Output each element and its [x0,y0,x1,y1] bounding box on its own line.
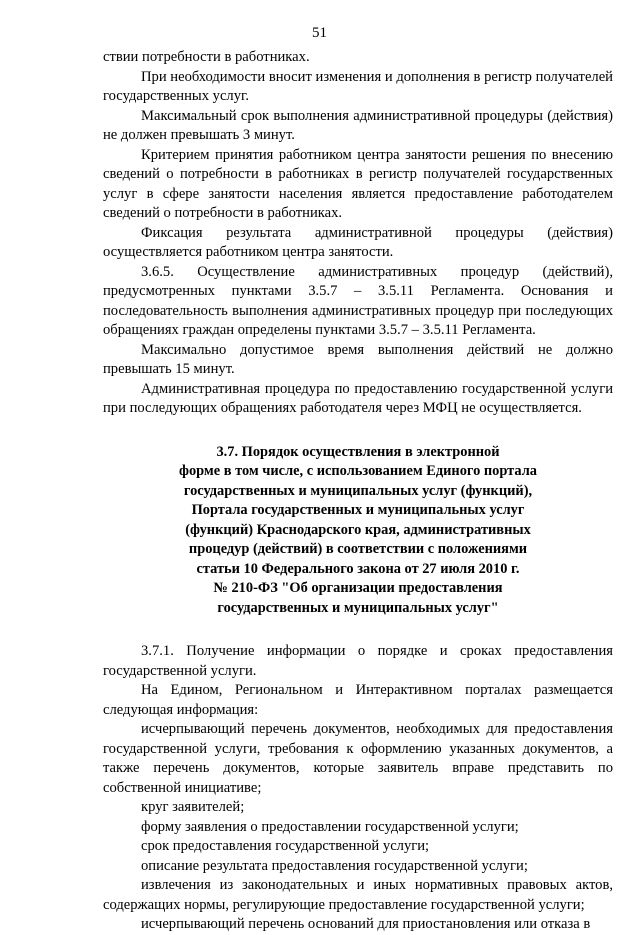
paragraph: Фиксация результата административной процедуры (действия) осуществляется работником центра занятости. [103,224,613,260]
paragraph: На Едином, Региональном и Интерактивном порталах размещается следующая информация: [103,682,613,718]
paragraph: ствии потребности в работниках. [103,49,310,65]
heading-line: форме в том числе, с использованием Единого портала [178,463,538,479]
paragraph: круг заявителей; [141,799,245,815]
paragraphs-before-heading [103,48,613,419]
paragraph: Максимально допустимое время выполнения действий не должно превышать 15 минут. [103,341,613,377]
paragraphs-after-heading [103,642,613,935]
heading-line: № 210-ФЗ "Об организации предоставления [213,580,503,596]
heading-line: Портала государственных и муниципальных услуг [191,502,525,518]
heading-line: статьи 10 Федерального закона от 27 июля 2010 г. [196,560,520,577]
document-body [103,48,613,935]
heading-line: процедур (действий) в соответствии с положениями [188,541,528,557]
heading-line: 3.7. Порядок осуществления в электронной [216,443,500,460]
page-number: 51 [312,25,327,41]
paragraph: форму заявления о предоставлении государственной услуги; [141,818,519,835]
paragraph: извлечения из законодательных и иных нормативных правовых актов, содержащих нормы, регулирующие предоставление государственной услуги; [103,877,613,913]
paragraph: 3.6.5. Осуществление административных процедур (действий), предусмотренных пунктами 3.5.7 – 3.5.11 Регламента. Основания и последовательность выполнения административных процедур при последующих обращениях граждан определены пунктами 3.5.7 – 3.5.11 Регламента. [103,263,613,338]
heading-line: государственных и муниципальных услуг (функций), [183,482,533,499]
paragraph: исчерпывающий перечень документов, необходимых для предоставления государственной услуги, требования к оформлению указанных документов, а также перечень документов, которые заявитель вправе представить по собственной инициативе; [103,721,613,796]
paragraph: Критерием принятия работником центра занятости решения по внесению сведений о потребности в работниках в регистр получателей государственных услуг в сфере занятости населения является предоставление работодателем сведений о потребности в работниках. [103,146,613,221]
paragraph: срок предоставления государственной услуги; [141,838,430,854]
paragraph: Максимальный срок выполнения административной процедуры (действия) не должен превышать 3 минут. [103,107,613,143]
paragraph: описание результата предоставления государственной услуги; [141,857,528,874]
section-heading [103,443,613,619]
heading-line: (функций) Краснодарского края, административных [185,521,531,538]
paragraph: При необходимости вносит изменения и дополнения в регистр получателей государственных услуг. [103,68,613,104]
paragraph: 3.7.1. Получение информации о порядке и сроках предоставления государственной услуги. [103,643,613,679]
paragraph: Административная процедура по предоставлению государственной услуги при последующих обращениях работодателя через МФЦ не осуществляется. [103,380,613,416]
paragraph: исчерпывающий перечень оснований для приостановления или отказа в [141,916,591,932]
heading-line: государственных и муниципальных услуг" [217,599,499,616]
